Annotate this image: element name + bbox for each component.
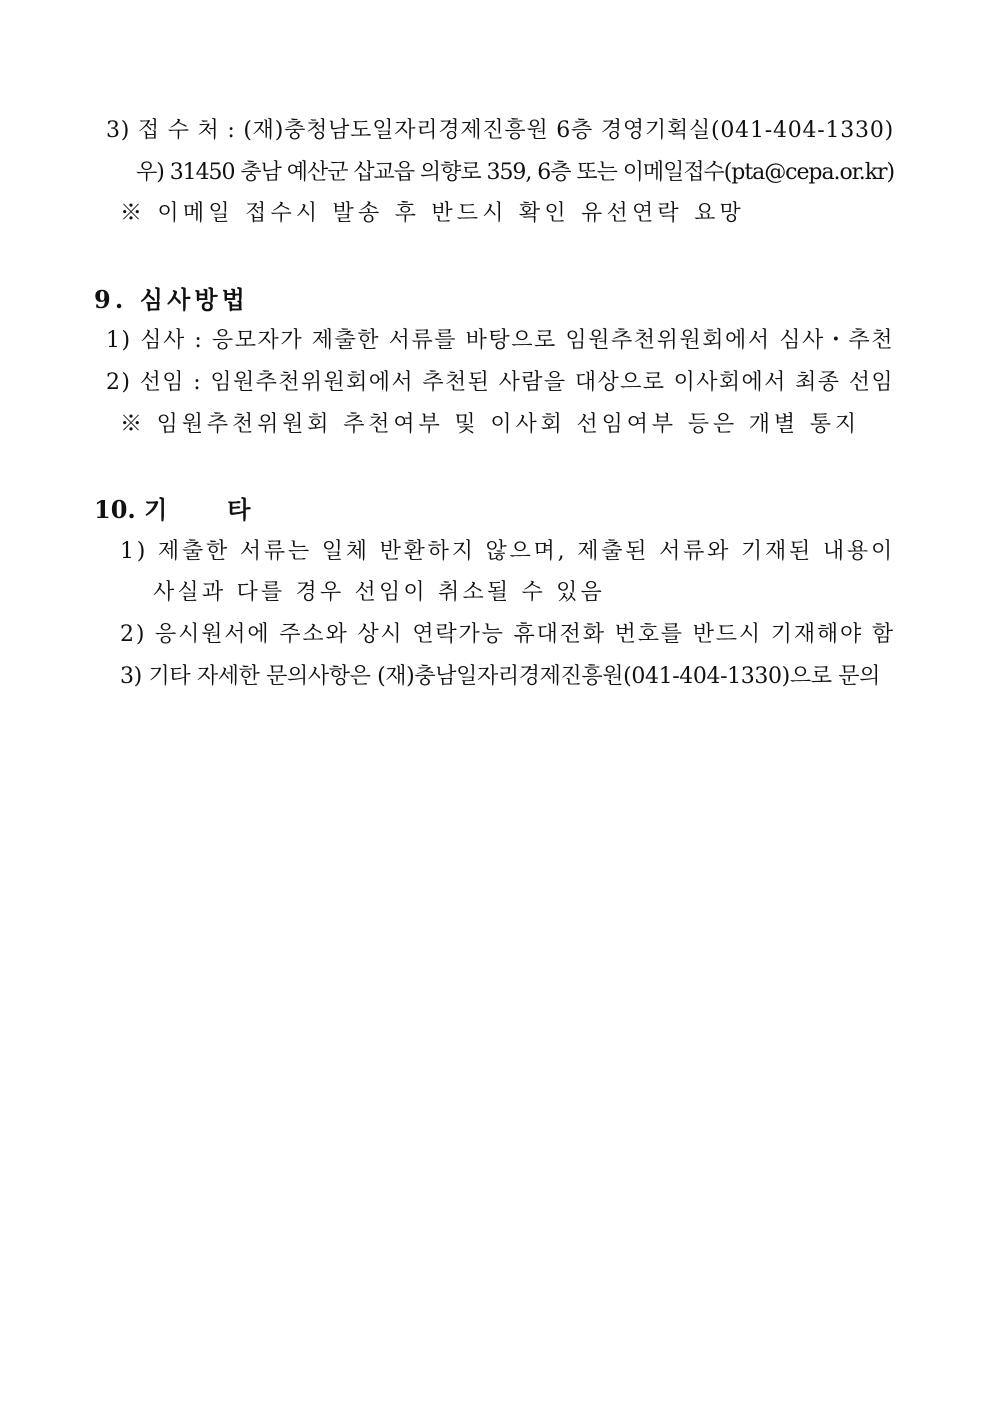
reception-address-line: 우) 31450 충남 예산군 삽교읍 의향로 359, 6층 또는 이메일접수(pta@cepa.or.kr)	[136, 160, 894, 185]
etc-item-2: 2) 응시원서에 주소와 상시 연락가능 휴대전화 번호를 반드시 기재해야 함	[120, 622, 895, 647]
section-10-heading-tail: 타	[227, 495, 251, 524]
section-9-heading: 9. 심사방법	[94, 285, 249, 314]
section-10-heading-number: 10. 기	[94, 495, 168, 524]
etc-item-3: 3) 기타 자세한 문의사항은 (재)충남일자리경제진흥원(041-404-1330)으로 문의	[120, 664, 880, 689]
review-item-2: 2) 선임 : 임원추천위원회에서 추천된 사람을 대상으로 이사회에서 최종 선임	[106, 370, 894, 395]
reception-place-line: 3) 접 수 처 : (재)충청남도일자리경제진흥원 6층 경영기획실(041-404-1330)	[106, 118, 894, 143]
review-notice-line: ※ 임원추천위원회 추천여부 및 이사회 선임여부 등은 개별 통지	[120, 412, 860, 437]
section-10-heading	[94, 494, 250, 526]
etc-item-1: 1) 제출한 서류는 일체 반환하지 않으며, 제출된 서류와 기재된 내용이	[120, 539, 895, 564]
email-notice-line: ※ 이메일 접수시 발송 후 반드시 확인 유선연락 요망	[120, 201, 745, 226]
review-item-1: 1) 심사 : 응모자가 제출한 서류를 바탕으로 임원추천위원회에서 심사・추천	[106, 328, 894, 353]
etc-item-1-continued: 사실과 다를 경우 선임이 취소될 수 있음	[153, 580, 605, 605]
